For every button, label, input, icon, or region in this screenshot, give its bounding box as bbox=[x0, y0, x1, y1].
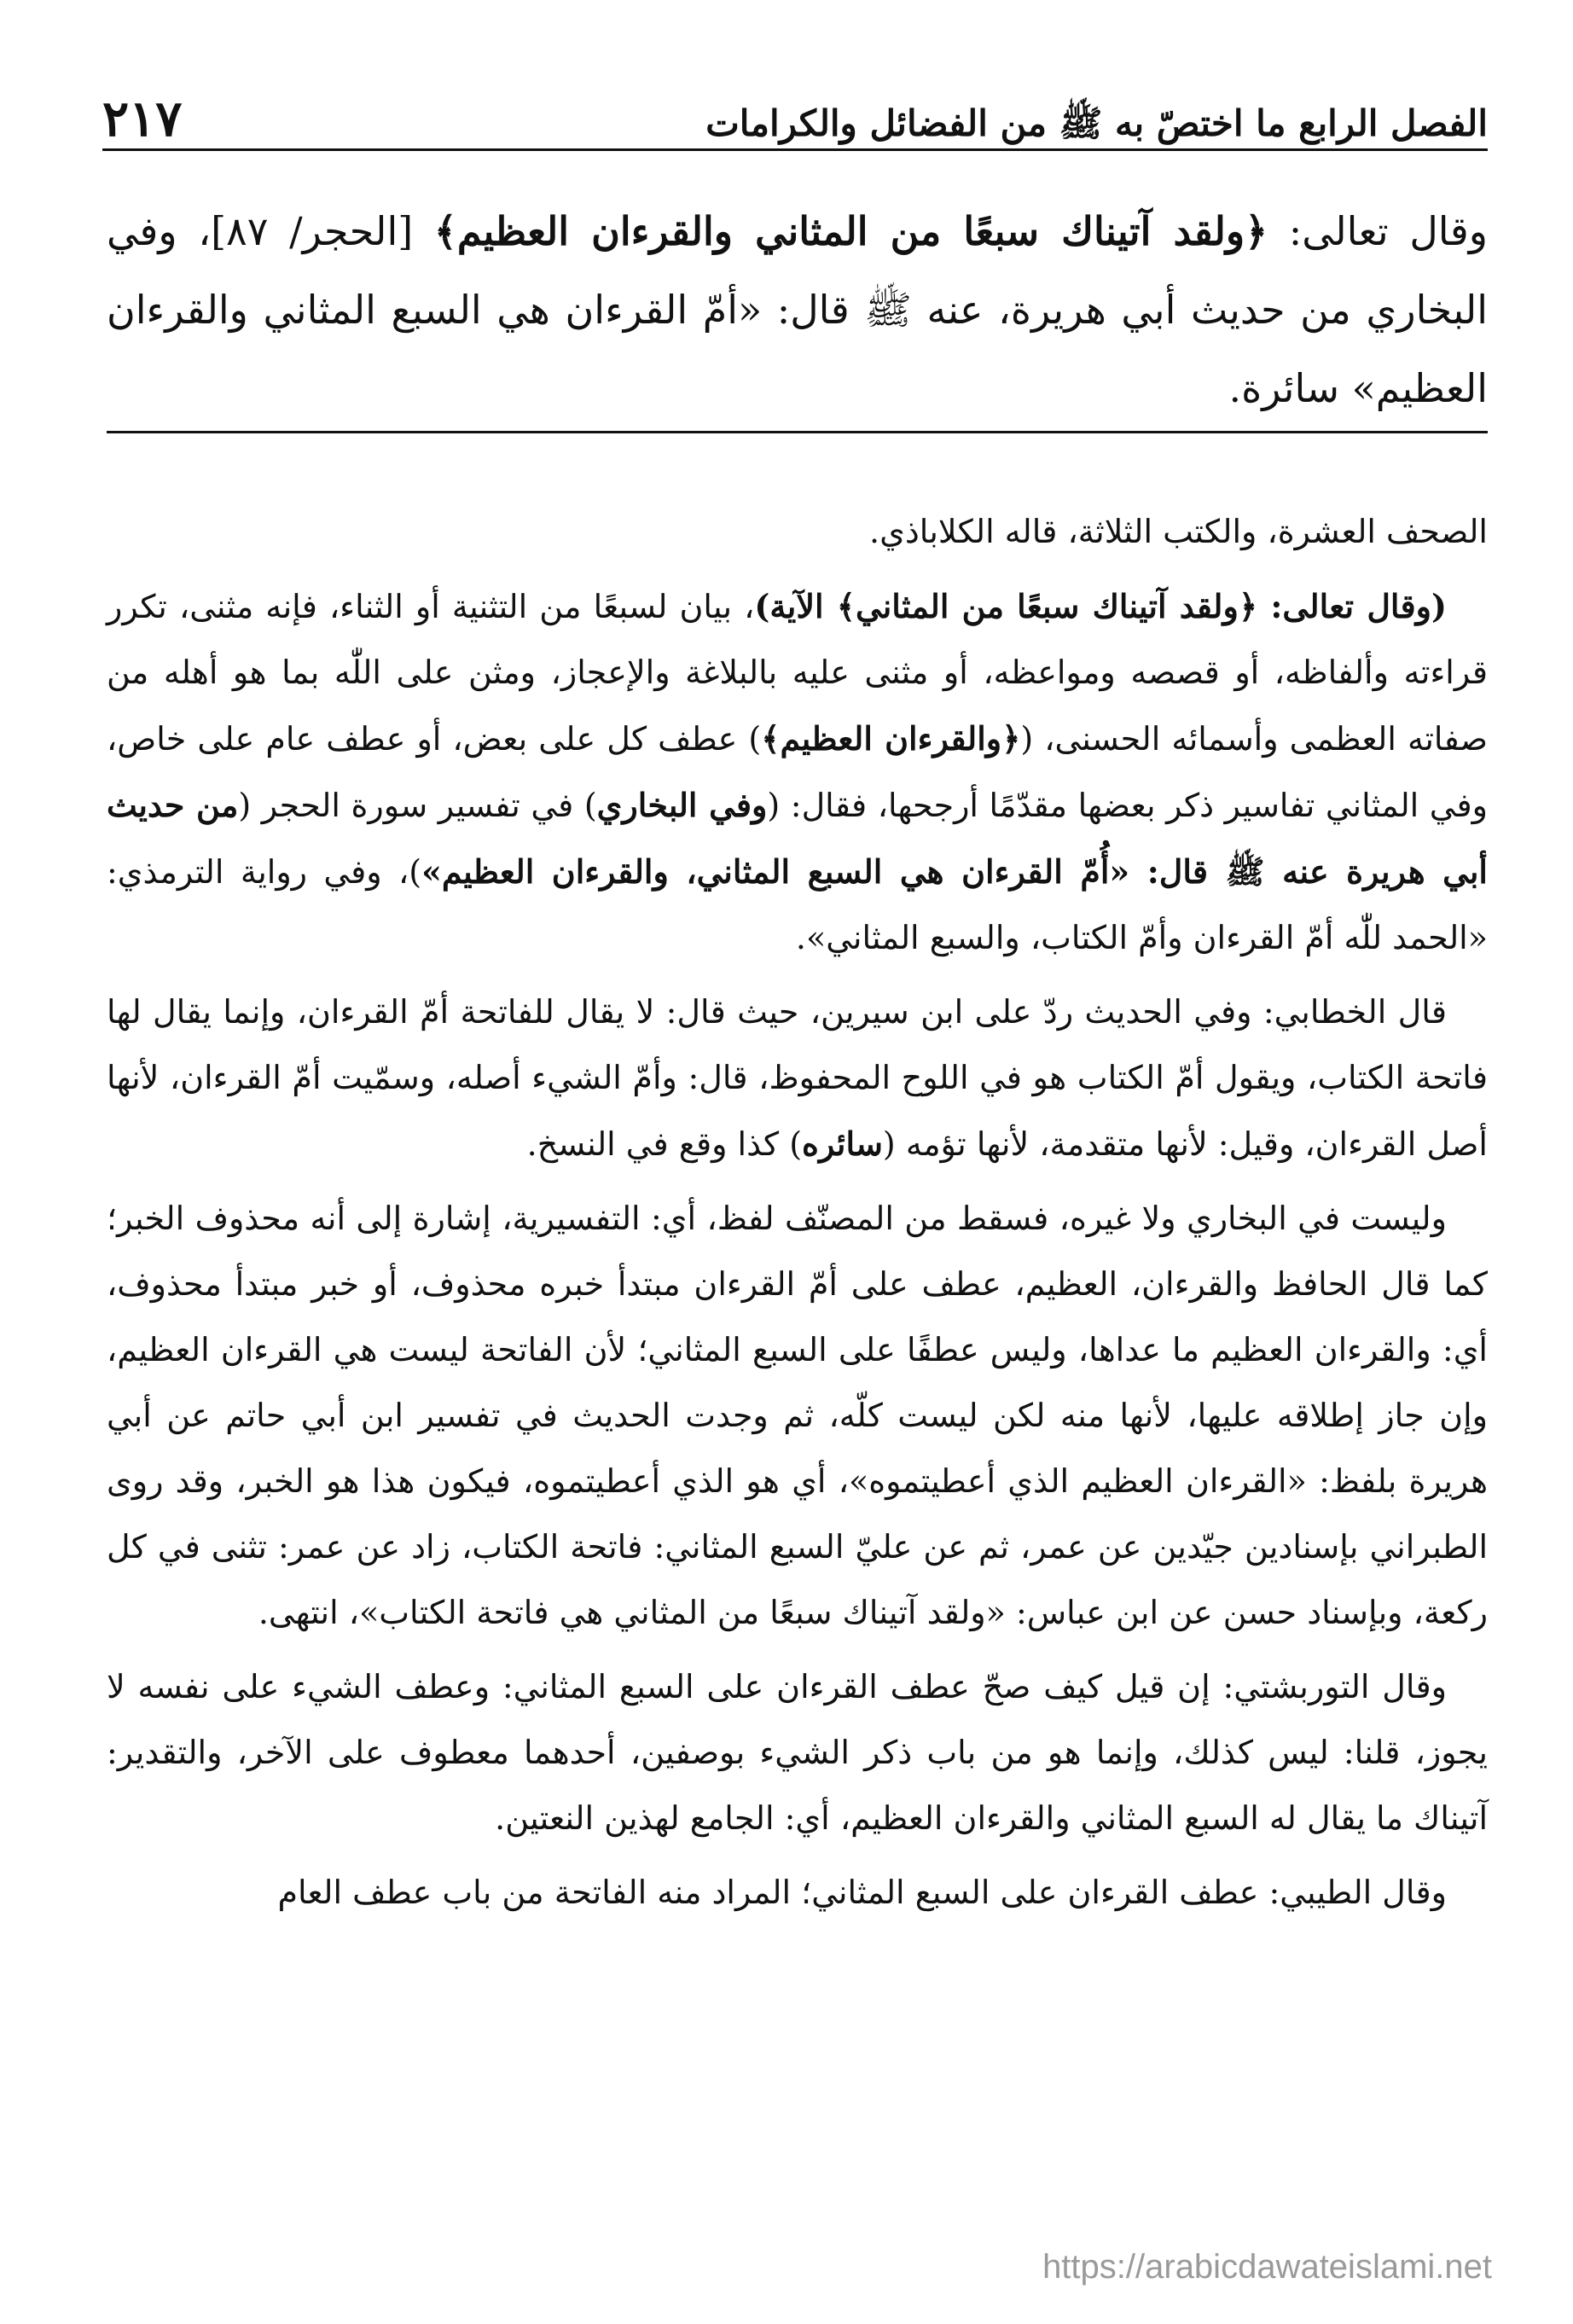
matn-intro: وقال تعالى: bbox=[1268, 208, 1488, 254]
watermark-url: https://arabicdawateislami.net bbox=[1042, 2248, 1492, 2286]
commentary-text-span: ) في تفسير سورة الحجر ( bbox=[238, 787, 597, 824]
commentary-text-span: ، بيان لسبعًا من التثنية أو الثناء، فإنه مثنى، تكرر قراءته وألفاظه، أو قصصه ومواعظه، أو مثنى عليه بالبلاغة والإعجاز، ومثن على اللّٰه بما هو أهله من صفاته العظمى وأسمائه الحسنى، ( bbox=[107, 588, 1489, 758]
matn-text bbox=[107, 192, 1488, 427]
quote-saira: سائره bbox=[802, 1124, 883, 1163]
quote-bukhari: وفي البخاري bbox=[596, 786, 768, 824]
commentary-text-span: ) كذا وقع في النسخ. bbox=[526, 1125, 803, 1163]
matn-quran-verse: ﴿ولقد آتيناك سبعًا من المثاني والقرءان العظيم﴾ bbox=[433, 208, 1268, 254]
commentary-paragraph-1: الصحف العشرة، والكتب الثلاثة، قاله الكلاباذي. bbox=[869, 513, 1488, 550]
commentary-paragraph-2 bbox=[107, 573, 1488, 971]
commentary-paragraph-3 bbox=[107, 979, 1488, 1177]
commentary-text bbox=[107, 499, 1488, 1934]
running-title: الفصل الرابع ما اختصّ به ﷺ من الفضائل والكرامات bbox=[705, 102, 1488, 144]
matn-separator-line bbox=[107, 431, 1488, 433]
page-header bbox=[102, 67, 1488, 151]
commentary-text-span: )، وفي رواية الترمذي: «الحمد للّٰه أمّ القرءان وأمّ الكتاب، والسبع المثاني». bbox=[107, 853, 1488, 956]
page-number: ٢١٧ bbox=[102, 90, 183, 148]
commentary-paragraph-6: وقال الطيبي: عطف القرءان على السبع المثاني؛ المراد منه الفاتحة من باب عطف العام bbox=[277, 1874, 1447, 1911]
commentary-text-span: ) عطف كل على بعض، أو عطف عام على خاص، وفي المثاني تفاسير ذكر بعضها مقدّمًا أرجحها، فقال: ( bbox=[107, 720, 1488, 824]
matn-rest: [الحجر/ ٨٧]، وفي البخاري من حديث أبي هريرة، عنه ﷺ قال: «أمّ القرءان هي السبع المثاني والقرءان العظيم» سائرة. bbox=[107, 208, 1488, 411]
quote-quran-azim: ﴿والقرءان العظيم﴾ bbox=[761, 719, 1021, 758]
quote-hadith: من حديث أبي هريرة عنه ﷺ قال: «أُمّ القرءان هي السبع المثاني، والقرءان العظيم» bbox=[107, 786, 1488, 891]
commentary-paragraph-4: وليست في البخاري ولا غيره، فسقط من المصنّف لفظ، أي: التفسيرية، إشارة إلى أنه محذوف الخبر؛ كما قال الحافظ والقرءان، العظيم، عطف على أمّ القرءان مبتدأ خبره محذوف، أو خبر مبتدأ محذوف، أي: والقرءان العظيم ما عداها، وليس عطفًا على السبع المثاني؛ لأن الفاتحة ليست هي القرءان العظيم، وإن جاز إطلاقه عليها، لأنها منه لكن ليست كلّه، ثم وجدت الحديث في تفسير ابن أبي حاتم عن أبي هريرة بلفظ: «القرءان العظيم الذي أعطيتموه»، أي هو الذي أعطيتموه، فيكون هذا هو الخبر، وقد روى الطبراني بإسنادين جيّدين عن عمر، ثم عن عليّ السبع المثاني: فاتحة الكتاب، زاد عن عمر: تثنى في كل ركعة، وبإسناد حسن عن ابن عباس: «ولقد آتيناك سبعًا من المثاني هي فاتحة الكتاب»، انتهى. bbox=[107, 1200, 1488, 1631]
commentary-paragraph-5: وقال التوربشتي: إن قيل كيف صحّ عطف القرءان على السبع المثاني: وعطف الشيء على نفسه لا يجوز، قلنا: ليس كذلك، وإنما هو من باب ذكر الشيء بوصفين، أحدهما معطوف على الآخر، والتقدير: آتيناك ما يقال له السبع المثاني والقرءان العظيم، أي: الجامع لهذين النعتين. bbox=[107, 1668, 1488, 1837]
commentary-text-span: قال الخطابي: وفي الحديث ردّ على ابن سيرين، حيث قال: لا يقال للفاتحة أمّ القرءان، وإنما يقال لها فاتحة الكتاب، ويقول أمّ الكتاب هو في اللوح المحفوظ، قال: وأمّ الشيء أصله، وسمّيت أمّ القرءان، لأنها أصل القرءان، وقيل: لأنها متقدمة، لأنها تؤمه ( bbox=[107, 993, 1488, 1163]
quote-verse: (وقال تعالى: ﴿ولقد آتيناك سبعًا من المثاني﴾ الآية) bbox=[754, 587, 1447, 625]
